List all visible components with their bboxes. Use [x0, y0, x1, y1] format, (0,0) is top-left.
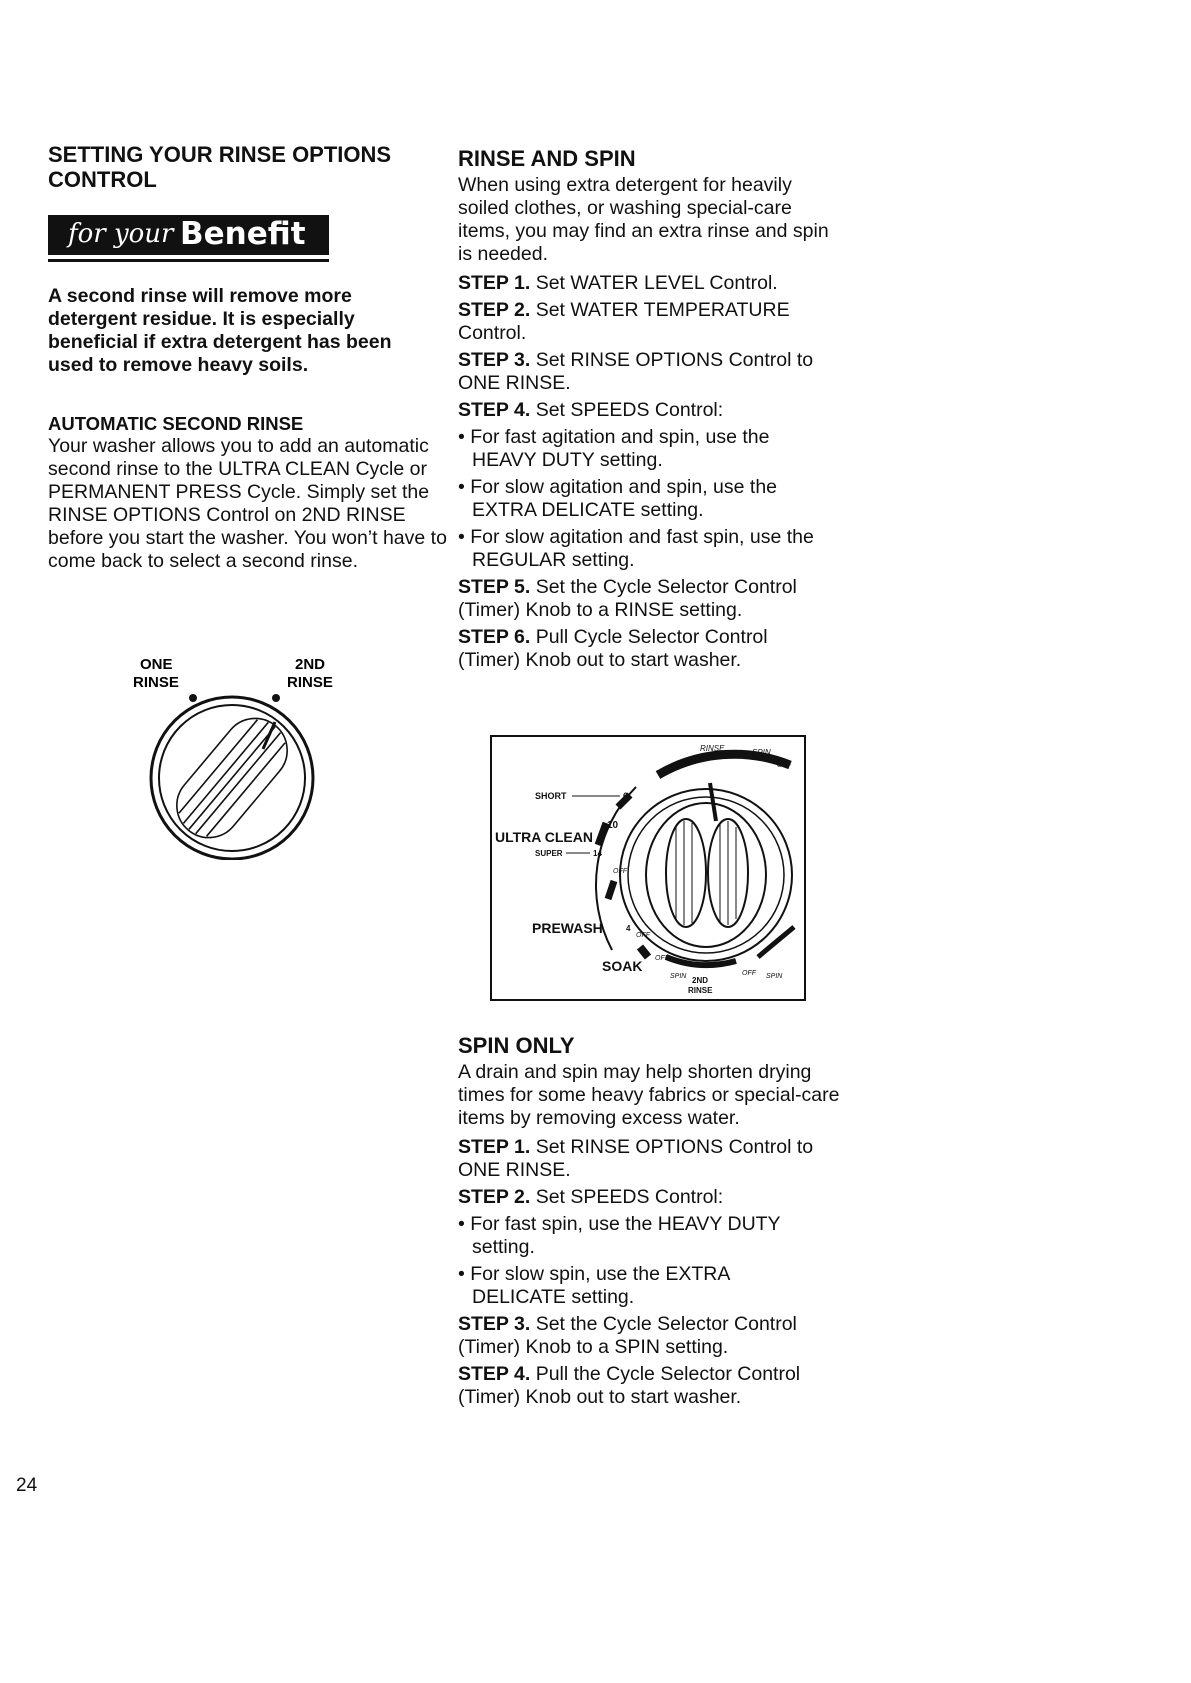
timer-6-label: 6 [623, 791, 629, 801]
timer-short-label: SHORT [535, 791, 567, 801]
timer-off-bottom-label: OFF [742, 970, 756, 977]
timer-soak-label: SOAK [602, 958, 643, 974]
spin-step-2: STEP 2. Set SPEEDS Control: [458, 1186, 724, 1208]
rinse-step-6: STEP 6. Pull Cycle Selector Control (Timer) Knob out to start washer. [458, 626, 768, 671]
timer-spin-top-label: SPIN [752, 748, 771, 757]
timer-off-prewash-label: OFF [636, 932, 650, 939]
rinse-step-4: STEP 4. Set SPEEDS Control: [458, 399, 724, 421]
timer-rinse-bottom-label: RINSE [688, 986, 713, 995]
rinse-step-5: STEP 5. Set the Cycle Selector Control (Timer) Knob to a RINSE setting. [458, 576, 797, 621]
cycle-selector-timer-diagram [490, 735, 806, 1001]
dial-label-one-rinse: RINSE [133, 674, 179, 691]
logo-word-text: Benefit [180, 216, 306, 252]
timer-super-label: SUPER [535, 849, 563, 858]
timer-off-top-label: OFF [777, 762, 791, 769]
timer-4-label: 4 [626, 924, 631, 933]
spin-step-4: STEP 4. Pull the Cycle Selector Control (Timer) Knob out to start washer. [458, 1363, 801, 1408]
rinse-step-1: STEP 1. Set WATER LEVEL Control. [458, 272, 778, 294]
timer-10-label: 10 [607, 820, 619, 831]
auto-rinse-block [48, 413, 450, 573]
spin-bullet-heavy-duty: • For fast spin, use the HEAVY DUTY setting. [458, 1213, 781, 1258]
rinse-bullet-heavy-duty: • For fast agitation and spin, use the HEAVY DUTY setting. [458, 426, 770, 471]
dial-label-one: ONE [140, 656, 173, 673]
for-your-benefit-logo [48, 215, 329, 265]
page-number: 24 [16, 1475, 38, 1496]
dial-label-2nd-rinse: RINSE [287, 674, 333, 691]
right-column [458, 146, 858, 676]
rinse-bullet-regular: • For slow agitation and fast spin, use the REGULAR setting. [458, 526, 814, 571]
spin-step-1: STEP 1. Set RINSE OPTIONS Control to ONE RINSE. [458, 1136, 814, 1181]
spin-step-3: STEP 3. Set the Cycle Selector Control (Timer) Knob to a SPIN setting. [458, 1313, 797, 1358]
dial-dot-one [189, 694, 197, 702]
section-heading-rinse-options: SETTING YOUR RINSE OPTIONS CONTROL [48, 142, 392, 192]
timer-spin-bottom-1-label: SPIN [670, 973, 687, 980]
benefit-block [48, 285, 398, 377]
timer-prewash-label: PREWASH [532, 920, 603, 936]
dial-dot-2nd [272, 694, 280, 702]
benefit-text: A second rinse will remove more detergent residue. It is especially beneficial if extra detergent has been used to remove heavy soils. [48, 285, 392, 376]
auto-rinse-heading: AUTOMATIC SECOND RINSE [48, 413, 304, 434]
rinse-intro: When using extra detergent for heavily soiled clothes, or washing special-care items, you may find an extra rinse and spin is needed. [458, 174, 829, 265]
timer-ultra-clean-label: ULTRA CLEAN [495, 829, 593, 845]
spin-only-section [458, 1033, 868, 1413]
auto-rinse-text: Your washer allows you to add an automatic second rinse to the ULTRA CLEAN Cycle or PERMANENT PRESS Cycle. Simply set the RINSE OPTIONS Control on 2ND RINSE before you start the washer. You won’t have to come back to select a second rinse. [48, 435, 447, 572]
dial-knob [151, 697, 313, 859]
timer-off-soak-label: OFF [655, 955, 669, 962]
left-column [48, 142, 448, 192]
spin-intro: A drain and spin may help shorten drying times for some heavy fabrics or special-care items by removing excess water. [458, 1061, 840, 1129]
timer-2nd-label: 2ND [692, 976, 709, 985]
rinse-bullet-extra-delicate: • For slow agitation and spin, use the EXTRA DELICATE setting. [458, 476, 778, 521]
timer-rinse-label: RINSE [700, 744, 725, 753]
spin-bullet-extra-delicate: • For slow spin, use the EXTRA DELICATE setting. [458, 1263, 730, 1308]
rinse-options-dial [130, 655, 350, 860]
logo-script-text: for your [68, 219, 174, 249]
rinse-step-3: STEP 3. Set RINSE OPTIONS Control to ONE RINSE. [458, 349, 814, 394]
dial-label-2nd: 2ND [295, 656, 326, 673]
timer-14-label: 14 [593, 849, 602, 858]
spin-only-heading: SPIN ONLY [458, 1033, 575, 1058]
timer-off-mid-label: OFF [613, 868, 627, 875]
timer-spin-bottom-2-label: SPIN [766, 973, 783, 980]
rinse-step-2: STEP 2. Set WATER TEMPERATURE Control. [458, 299, 790, 344]
rinse-and-spin-heading: RINSE AND SPIN [458, 146, 636, 171]
